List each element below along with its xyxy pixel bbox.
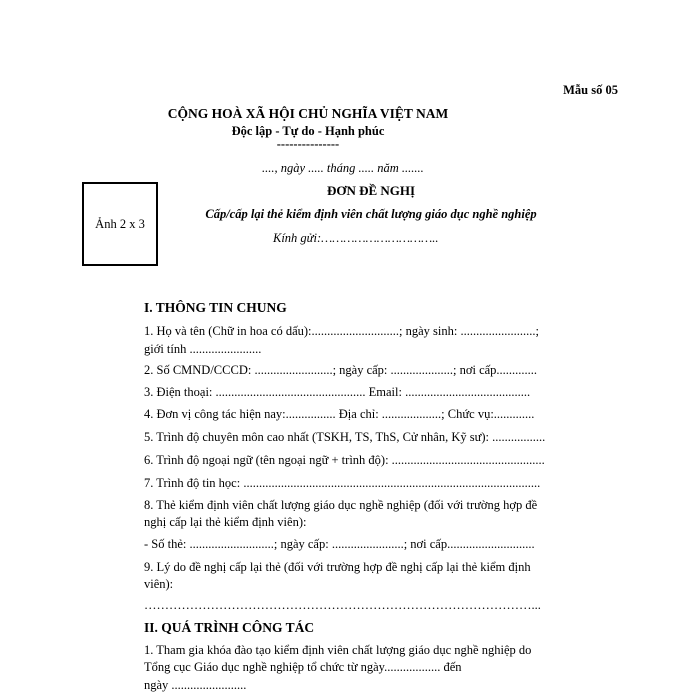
field-training-course-cont: Tổng cục Giáo dục nghề nghiệp tổ chức từ ngày.................. đến [144, 660, 462, 674]
photo-box-label: Ảnh 2 x 3 [95, 216, 145, 231]
field-training-course: 1. Tham gia khóa đào tạo kiểm định viên chất lượng giáo dục nghề nghiệp do [144, 643, 532, 657]
field-full-name: 1. Họ và tên (Chữ in hoa có dấu):............................; ngày sinh: ........................; [144, 324, 539, 338]
field-qualification: 5. Trình độ chuyên môn cao nhất (TSKH, TS, ThS, Cử nhân, Kỹ sư): ................. [144, 430, 546, 444]
field-id-card: 2. Số CMND/CCCD: .........................; ngày cấp: ....................; nơi cấp............. [144, 363, 538, 377]
field-reissue-reason-dots: …………………………………………………………………………………... [144, 598, 541, 612]
field-card-number: - Số thẻ: ...........................; ngày cấp: .......................; nơi cấp............................ [144, 537, 535, 551]
section-general-info-heading: I. THÔNG TIN CHUNG [144, 300, 287, 315]
form-subtitle: Cấp/cấp lại thẻ kiểm định viên chất lượng giáo dục nghề nghiệp [205, 207, 537, 221]
field-reissue-reason-cont: viên): [144, 577, 174, 591]
form-title: ĐƠN ĐỀ NGHỊ [326, 183, 416, 198]
field-phone-email: 3. Điện thoại: ................................................ Email: ........................................ [144, 385, 531, 399]
field-gender: giới tính ....................... [144, 342, 262, 356]
field-inspector-card-cont: nghị cấp lại thẻ kiểm định viên): [144, 515, 307, 529]
motto: Độc lập - Tự do - Hạnh phúc [231, 124, 385, 138]
field-it-level: 7. Trình độ tin học: ............................................................................................... [144, 476, 541, 490]
form-number: Mẫu số 05 [563, 83, 618, 97]
field-workplace: 4. Đơn vị công tác hiện nay:................ Địa chỉ: ...................; Chức vụ:............. [144, 407, 535, 421]
section-work-history-heading: II. QUÁ TRÌNH CÔNG TÁC [144, 620, 315, 635]
date-line: ...., ngày ..... tháng ..... năm ....... [262, 161, 424, 175]
field-training-course-end: ngày ........................ [144, 678, 247, 692]
divider-dashes: --------------- [276, 137, 340, 151]
recipient-line: Kính gửi:………………………….. [273, 231, 439, 245]
field-foreign-language: 6. Trình độ ngoại ngữ (tên ngoại ngữ + trình độ): ................................................. [144, 453, 545, 467]
field-inspector-card: 8. Thẻ kiểm định viên chất lượng giáo dục nghề nghiệp (đối với trường hợp đề [144, 498, 538, 512]
field-reissue-reason: 9. Lý do đề nghị cấp lại thẻ (đối với trường hợp đề nghị cấp lại thẻ kiểm định [144, 560, 531, 574]
nation-title: CỘNG HOÀ XÃ HỘI CHỦ NGHĨA VIỆT NAM [167, 106, 449, 121]
